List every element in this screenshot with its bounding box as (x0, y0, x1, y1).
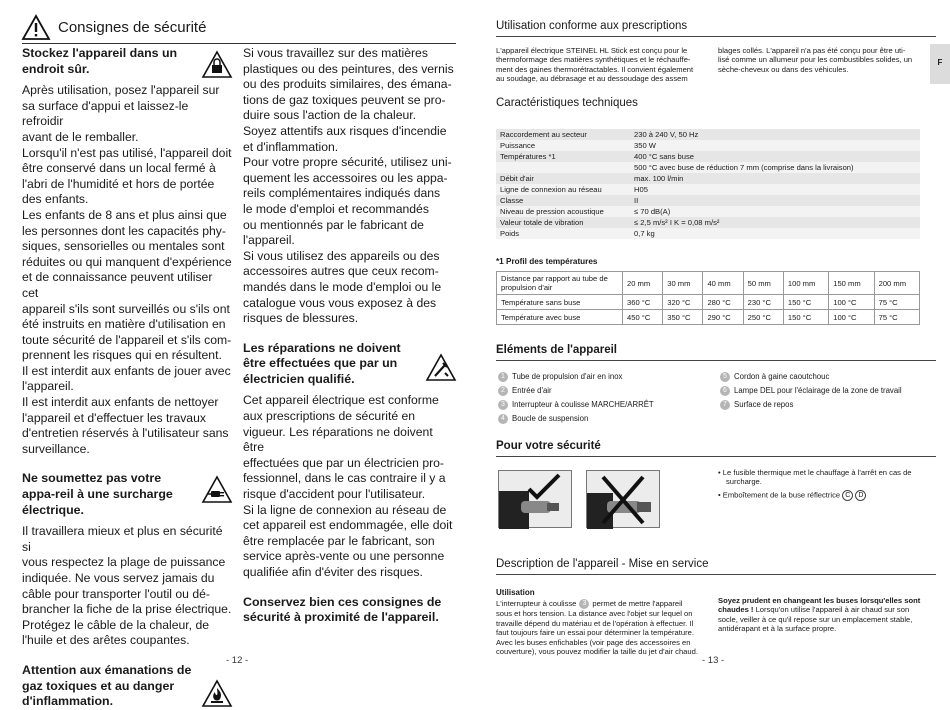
section-heading-safety: Pour votre sécurité (496, 440, 936, 457)
text-line: risque d'accident pour l'utilisateur. (243, 487, 426, 502)
table-cell: 230 °C (743, 295, 783, 310)
table-cell: 360 °C (623, 295, 663, 310)
text-line: les personnes dont les capacités phy- (22, 223, 226, 238)
table-header-cell: 20 mm (623, 272, 663, 295)
element-item: 5 Cordon à gaine caoutchouc (720, 372, 829, 382)
text-line: catalogue vous vous exposez à des (243, 295, 437, 310)
table-cell: Niveau de pression acoustique (496, 206, 630, 217)
description-left-text: Utilisation L'interrupteur à coulisse 3 permet de mettre l'appareil sous et hors tension. La distance avec l'objet sur lequel on travaille dépend du matériau et de l'opération à effectuer. Il faut toujours faire un essai pour déterminer la température. Avec les buses enfichables (voir page des accessoires en couverture), vous pouvez modifier la taille du jet d'air chaud. (496, 588, 708, 656)
table-cell: 75 °C (874, 295, 919, 310)
text-line: lisé comme un allumeur pour les combustibles solides, un (718, 55, 913, 65)
element-item: 7 Surface de repos (720, 400, 793, 410)
text-line: vigueur. Les réparations ne doivent être (243, 424, 433, 455)
section-heading-specs: Caractéristiques techniques (496, 97, 638, 109)
table-cell (496, 162, 630, 173)
table-header-cell: 50 mm (743, 272, 783, 295)
text-line: Lorsqu'il n'est pas utilisé, l'appareil doit (22, 145, 232, 160)
table-cell: Températures *1 (496, 151, 630, 162)
table-row (496, 129, 920, 140)
table-row (496, 206, 920, 217)
section-text-repairs (243, 393, 456, 580)
text-line: antidérapant et à la surface propre. (718, 624, 837, 634)
text-line: Il travaillera mieux et plus en sécurité si (22, 524, 223, 554)
left-column-2 (243, 46, 456, 626)
table-cell: 75 °C (874, 310, 919, 325)
left-page (0, 0, 470, 709)
tool-warning-icon (426, 353, 456, 381)
table-header-cell: 150 mm (829, 272, 874, 295)
text-line: ment des gaines thermorétractables. Il convient également (496, 64, 694, 74)
text-line: indiquée. Ne vous servez jamais du (22, 571, 215, 585)
text-line: sa surface d'appui et laissez-le refroidir (22, 98, 189, 129)
text-line: siques, sensorielles ou mentales sont (22, 239, 225, 254)
table-cell: Température avec buse (497, 310, 623, 325)
table-cell: 0,7 kg (630, 228, 920, 239)
section-heading-storage: Stockez l'appareil dans un endroit sûr. (22, 46, 232, 77)
table-cell: 100 °C (829, 295, 874, 310)
text-line: Protégez le câble de la chaleur, de (22, 617, 210, 632)
text-line: l'appareil et d'effectuer les travaux (22, 410, 206, 425)
text-line: Soyez attentifs aux risques d'incendie (243, 123, 447, 138)
text-line: duire sous l'action de la chaleur. (243, 108, 417, 123)
text-line: travaille dépend du matériau et de l'opération à effectuer. Il (496, 618, 694, 628)
text-line: le mode d'emploi et recommandés (243, 201, 429, 216)
table-cell: 100 °C (829, 310, 874, 325)
text-line: toute sécurité de l'appareil et s'ils com- (22, 332, 232, 347)
warning-triangle-icon (22, 14, 50, 40)
table-cell: II (630, 195, 920, 206)
text-line: couverture), vous pouvez modifier la taille du jet d'air chaud. (496, 647, 698, 657)
right-page (480, 0, 950, 674)
table-header-cell: 30 mm (663, 272, 703, 295)
text-line: Pour votre propre sécurité, utilisez uni- (243, 155, 452, 170)
section-text-storage (22, 83, 232, 457)
safety-bullet-fuse: • Le fusible thermique met le chauffage à l'arrêt en cas de (718, 468, 912, 477)
table-row (497, 295, 920, 310)
number-badge: 1 (498, 372, 508, 382)
text-line: l'huile et des arêtes coupantes. (22, 633, 190, 648)
letter-c-badge: C (842, 490, 853, 501)
section-heading-repairs: Les réparations ne doivent être effectuées que par un électricien qualifié. (243, 341, 456, 388)
text-line: être remplacée par le fabricant, son (243, 533, 435, 548)
table-cell: Classe (496, 195, 630, 206)
text-line: Si vous travaillez sur des matières (243, 46, 428, 60)
text-line: effectuées que par un électricien pro- (243, 455, 444, 470)
text-line: et de connaissance peuvent utiliser cet (22, 270, 213, 300)
page-title: Consignes de sécurité (58, 19, 207, 36)
description-right-text: Soyez prudent en changeant les buses lorsqu'elles sont chaudes ! Lorsqu'on utilise l'appareil à air chaud sur son socle, veiller à ce qu'il repose sur un emplacement stable, antidérapant et à la surface propre. (718, 596, 932, 634)
text-line: faut toujours faire un essai pour déterminer la température. (496, 628, 694, 638)
text-line: qualifiée afin d'éviter des risques. (243, 565, 423, 579)
text-line: d'entretien réservés à l'utilisateur sans (22, 426, 229, 441)
lock-warning-icon (202, 50, 232, 78)
cross-icon (587, 471, 661, 529)
table-cell: 500 °C avec buse de réduction 7 mm (comprise dans la livraison) (630, 162, 920, 173)
number-badge: 5 (720, 372, 730, 382)
table-row (496, 140, 920, 151)
text-line: service après-vente ou une personne (243, 549, 445, 564)
letter-d-badge: D (855, 490, 866, 501)
specs-table (496, 129, 920, 239)
table-cell: 150 °C (783, 295, 828, 310)
table-cell: Poids (496, 228, 630, 239)
incorrect-usage-photo (586, 470, 660, 528)
safety-bullet-nozzle: • Emboîtement de la buse réflectrice C D (718, 490, 928, 501)
table-row (496, 151, 920, 162)
number-badge: 3 (498, 400, 508, 410)
element-item: 6 Lampe DEL pour l'éclairage de la zone de travail (720, 386, 902, 396)
text-line: reils complémentaires indiqués dans (243, 186, 441, 201)
table-cell: 350 °C (663, 310, 703, 325)
text-line: sous et hors tension. La distance avec l'objet sur lequel on (496, 609, 693, 619)
text-line: Il est interdit aux enfants de nettoyer (22, 395, 219, 410)
element-item: 1 Tube de propulsion d'air en inox (498, 372, 622, 382)
section-heading-toxic-gases: Attention aux émanations de gaz toxiques et au danger d'inflammation. (22, 663, 232, 710)
table-cell: Raccordement au secteur (496, 129, 630, 140)
table-cell: 290 °C (703, 310, 743, 325)
number-badge: 6 (720, 386, 730, 396)
table-row (497, 310, 920, 325)
section-heading-overload: Ne soumettez pas votre appa-reil à une surcharge électrique. (22, 471, 232, 518)
table-row (496, 195, 920, 206)
text-line: fessionnel, dans le cas contraire il y a (243, 471, 446, 486)
number-badge: 4 (498, 414, 508, 424)
text-line: l'appareil. (22, 379, 74, 394)
element-item: 4 Boucle de suspension (498, 414, 588, 424)
left-column-1 (22, 46, 232, 710)
intended-use-text-2 (718, 46, 928, 74)
left-header (22, 14, 456, 44)
number-badge: 3 (579, 599, 589, 609)
table-header-cell: Distance par rapport au tube de propulsion d'air (497, 272, 623, 295)
text-line: ou des produits similaires, des émana- (243, 77, 452, 92)
table-cell: 250 °C (743, 310, 783, 325)
section-text-toxic-gases (243, 46, 456, 327)
text-line: appareil s'ils sont surveillés ou s'ils ont (22, 301, 230, 316)
text-line: mandés dans le mode d'emploi ou le (243, 279, 442, 294)
page-number-left: - 12 - (226, 655, 249, 666)
text-line: quement les accessoires ou les appa- (243, 170, 448, 185)
table-row (496, 217, 920, 228)
text-line: été instruits en matière d'utilisation en (22, 317, 226, 332)
table-cell: Débit d'air (496, 173, 630, 184)
text-line: L'interrupteur à coulisse 3 permet de mettre l'appareil (496, 599, 683, 609)
checkmark-icon (499, 471, 573, 529)
table-cell: ≤ 2,5 m/s² I K = 0,08 m/s² (630, 217, 920, 228)
text-line: vous respectez la plage de puissance (22, 555, 226, 570)
text-line: réduites ou qui manquent d'expérience (22, 254, 232, 269)
table-cell: ≤ 70 dB(A) (630, 206, 920, 217)
table-header-cell: 100 mm (783, 272, 828, 295)
text-line: accessoires autres que ceux recom- (243, 264, 439, 279)
page-number-right: - 13 - (702, 655, 725, 666)
table-cell: 150 °C (783, 310, 828, 325)
text-line: ou mentionnés par le fabricant de (243, 217, 424, 232)
correct-usage-photo (498, 470, 572, 528)
table-cell: 450 °C (623, 310, 663, 325)
section-heading-keep-instructions: Conservez bien ces consignes de sécurité à proximité de l'appareil. (243, 594, 442, 625)
text-line: l'abri de l'humidité et hors de portée (22, 176, 215, 191)
table-row (496, 162, 920, 173)
text-line: au soudage, au débrasage et au dessoudage des assem (496, 74, 688, 84)
text-line: Cet appareil électrique est conforme (243, 393, 439, 408)
text-line: tions de gaz toxiques peuvent se pro- (243, 92, 446, 107)
table-cell: 400 °C sans buse (630, 151, 920, 162)
table-cell: 280 °C (703, 295, 743, 310)
section-heading-elements: Eléments de l'appareil (496, 344, 936, 361)
text-line: l'appareil. (243, 233, 295, 248)
table-header-row (497, 272, 920, 295)
text-line: aux prescriptions de sécurité en (243, 409, 416, 424)
language-tab: F (930, 44, 950, 84)
table-cell: max. 100 l/min (630, 173, 920, 184)
plug-warning-icon (202, 475, 232, 503)
text-line: risques de blessures. (243, 311, 359, 326)
text-line: socle, veiller à ce qu'il repose sur un emplacement stable, (718, 614, 913, 624)
table-row (496, 173, 920, 184)
number-badge: 2 (498, 386, 508, 396)
text-line: Si vous utilisez des appareils ou des (243, 248, 440, 263)
text-line: cet appareil est endommagée, elle doit (243, 518, 453, 533)
text-line: Il est interdit aux enfants de jouer avec (22, 363, 231, 378)
table-cell: Valeur totale de vibration (496, 217, 630, 228)
table-cell: Ligne de connexion au réseau (496, 184, 630, 195)
text-line: Si la ligne de connexion au réseau de (243, 502, 447, 517)
table-cell: Puissance (496, 140, 630, 151)
text-line: Les enfants de 8 ans et plus ainsi que (22, 207, 227, 222)
section-text-overload (22, 524, 232, 649)
table-cell: Température sans buse (497, 295, 623, 310)
temp-profile-table (496, 271, 920, 325)
element-item: 2 Entrée d'air (498, 386, 552, 396)
text-line: des enfants. (22, 192, 89, 207)
table-header-cell: 200 mm (874, 272, 919, 295)
text-line: Après utilisation, posez l'appareil sur (22, 83, 220, 98)
table-cell: 230 à 240 V, 50 Hz (630, 129, 920, 140)
section-heading-intended-use: Utilisation conforme aux prescriptions (496, 20, 936, 37)
table-cell: 320 °C (663, 295, 703, 310)
text-line: plastiques ou des peintures, des vernis (243, 61, 454, 76)
table-row (496, 184, 920, 195)
temp-profile-heading: *1 Profil des températures (496, 257, 598, 266)
table-row (496, 228, 920, 239)
text-line: sèche-cheveux ou dans des véhicules. (718, 64, 849, 74)
text-line: surveillance. (22, 441, 90, 456)
text-line: et d'inflammation. (243, 139, 339, 154)
text-line: thermoformage des matières synthétiques et le réchauffe- (496, 55, 691, 65)
table-cell: 350 W (630, 140, 920, 151)
text-line: brancher la fiche de la prise électrique. (22, 602, 232, 617)
table-header-cell: 40 mm (703, 272, 743, 295)
text-line: prennent les risques qui en résultent. (22, 348, 222, 363)
text-line: avant de le remballer. (22, 129, 139, 144)
safety-bullets: • Le fusible thermique met le chauffage à l'arrêt en cas de surcharge. • Emboîtement de la buse réflectrice C D (718, 468, 928, 501)
text-line: Avec les buses enfichables (voir page des accessoires en (496, 637, 691, 647)
text-line: blages collés. L'appareil n'a pas été conçu pour être uti- (718, 46, 906, 55)
element-item: 3 Interrupteur à coulisse MARCHE/ARRÊT (498, 400, 654, 410)
text-line: câble pour transporter l'outil ou dé- (22, 586, 210, 601)
section-heading-description: Description de l'appareil - Mise en service (496, 558, 936, 575)
flame-warning-icon (202, 679, 232, 707)
text-line: être conservé dans un local fermé à (22, 161, 216, 176)
text-line: L'appareil électrique STEINEL HL Stick est conçu pour le (496, 46, 688, 55)
table-cell: H05 (630, 184, 920, 195)
number-badge: 7 (720, 400, 730, 410)
intended-use-text-1 (496, 46, 706, 84)
